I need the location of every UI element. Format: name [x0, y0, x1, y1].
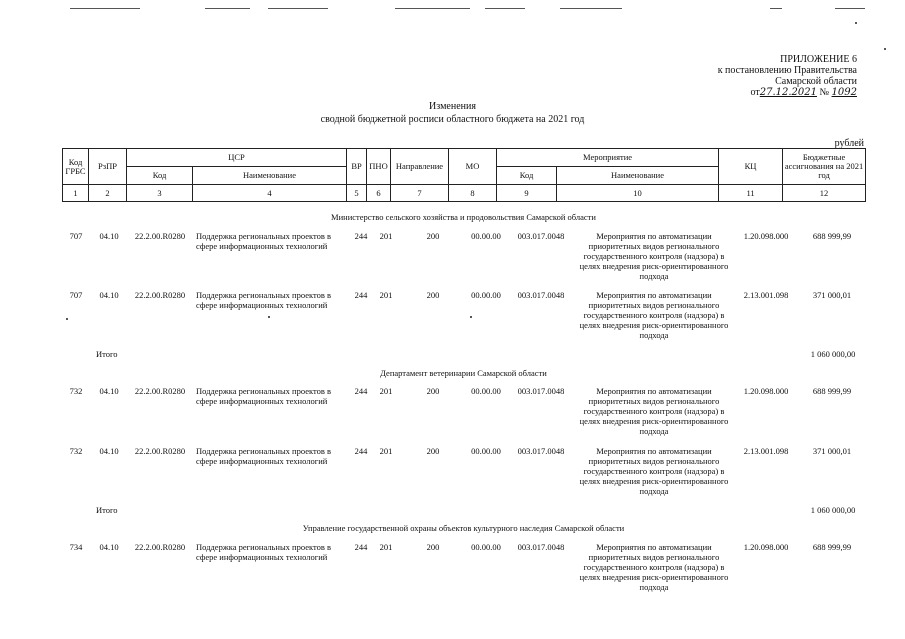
cell-rzpr: 04.10 — [99, 542, 119, 552]
scan-artifact-line — [268, 8, 328, 9]
scan-artifact-line — [70, 8, 140, 9]
scan-artifact-line — [485, 8, 525, 9]
column-number: 7 — [391, 185, 449, 202]
cell-rzpr: 04.10 — [99, 231, 119, 241]
scan-artifact-line — [560, 8, 622, 9]
date-prefix: от — [750, 87, 760, 98]
cell-mo: 00.00.00 — [471, 231, 501, 241]
column-number: 10 — [557, 185, 719, 202]
table-row — [62, 542, 865, 612]
cell-vr: 244 — [354, 231, 368, 241]
cell-kc: 2.13.001.098 — [743, 446, 789, 456]
cell-event-name: Мероприятия по автоматизации приоритетных видов регионального государственного контроля (надзора) в целях внедрения риск-ориентированного подхода — [579, 386, 729, 436]
cell-event-name: Мероприятия по автоматизации приоритетных видов регионального государственного контроля (надзора) в целях внедрения риск-ориентированного подхода — [579, 290, 729, 340]
cell-mo: 00.00.00 — [471, 386, 501, 396]
cell-direction: 200 — [426, 231, 440, 241]
column-number: 6 — [367, 185, 391, 202]
header-table — [62, 148, 866, 202]
header-kod-grbs: Код ГРБС — [63, 149, 89, 185]
cell-kod: 734 — [69, 542, 83, 552]
total-sum: 1 060 000,00 — [810, 505, 856, 515]
appendix-region: Самарской области — [775, 76, 857, 87]
cell-vr: 244 — [354, 290, 368, 300]
header-budget: Бюджетные ассигнования на 2021 год — [783, 149, 866, 185]
cell-name: Поддержка региональных проектов в сфере информационных технологий — [196, 386, 331, 406]
cell-vr: 244 — [354, 386, 368, 396]
scan-speck — [855, 22, 857, 24]
appendix-title: ПРИЛОЖЕНИЕ 6 — [780, 54, 857, 65]
cell-sum: 371 000,01 — [812, 290, 852, 300]
column-number: 12 — [783, 185, 866, 202]
cell-event-name: Мероприятия по автоматизации приоритетных видов регионального государственного контроля (надзора) в целях внедрения риск-ориентированного подхода — [579, 231, 729, 281]
cell-kod: 732 — [69, 446, 83, 456]
total-sum: 1 060 000,00 — [810, 349, 856, 359]
cell-kc: 2.13.001.098 — [743, 290, 789, 300]
cell-event-name: Мероприятия по автоматизации приоритетных видов регионального государственного контроля (надзора) в целях внедрения риск-ориентированного подхода — [579, 542, 729, 592]
cell-pno: 201 — [379, 386, 393, 396]
header-mo: МО — [449, 149, 497, 185]
cell-rzpr: 04.10 — [99, 386, 119, 396]
cell-pno: 201 — [379, 446, 393, 456]
header-kc: КЦ — [719, 149, 783, 185]
header-pno: ПНО — [367, 149, 391, 185]
scan-speck — [470, 316, 472, 318]
cell-event-kod: 003.017.0048 — [517, 290, 565, 300]
table-row — [62, 446, 865, 516]
header-direction: Направление — [391, 149, 449, 185]
cell-csr: 22.2.00.R0280 — [134, 231, 186, 241]
cell-name: Поддержка региональных проектов в сфере информационных технологий — [196, 446, 331, 466]
cell-vr: 244 — [354, 542, 368, 552]
appendix-reference: к постановлению Правительства — [717, 65, 857, 76]
units-label: рублей — [834, 138, 864, 149]
header-csr-name: Наименование — [193, 167, 347, 185]
cell-sum: 688 999,99 — [812, 542, 852, 552]
cell-event-kod: 003.017.0048 — [517, 542, 565, 552]
section-title: Министерство сельского хозяйства и продовольствия Самарской области — [331, 212, 596, 222]
cell-csr: 22.2.00.R0280 — [134, 542, 186, 552]
header-csr: ЦСР — [127, 149, 347, 167]
header-event-kod: Код — [497, 167, 557, 185]
scan-artifact-line — [205, 8, 250, 9]
scan-speck — [268, 316, 270, 318]
cell-sum: 688 999,99 — [812, 231, 852, 241]
cell-kod: 707 — [69, 231, 83, 241]
cell-kod: 732 — [69, 386, 83, 396]
total-label: Итого — [96, 505, 118, 515]
scan-artifact-line — [835, 8, 865, 9]
table-row — [62, 290, 865, 360]
column-number: 2 — [89, 185, 127, 202]
cell-event-kod: 003.017.0048 — [517, 446, 565, 456]
cell-sum: 371 000,01 — [812, 446, 852, 456]
header-event-name: Наименование — [557, 167, 719, 185]
cell-direction: 200 — [426, 542, 440, 552]
column-number: 1 — [63, 185, 89, 202]
cell-name: Поддержка региональных проектов в сфере информационных технологий — [196, 542, 331, 562]
header-event: Мероприятие — [497, 149, 719, 167]
cell-mo: 00.00.00 — [471, 290, 501, 300]
column-number: 11 — [719, 185, 783, 202]
cell-kc: 1.20.098.000 — [743, 542, 789, 552]
cell-rzpr: 04.10 — [99, 446, 119, 456]
section-title: Управление государственной охраны объектов культурного наследия Самарской области — [302, 523, 625, 533]
appendix-date-line — [718, 87, 857, 98]
cell-name: Поддержка региональных проектов в сфере информационных технологий — [196, 231, 331, 251]
document-subtitle: сводной бюджетной росписи областного бюджета на 2021 год — [320, 114, 585, 125]
cell-event-name: Мероприятия по автоматизации приоритетных видов регионального государственного контроля (надзора) в целях внедрения риск-ориентированного подхода — [579, 446, 729, 496]
column-number: 8 — [449, 185, 497, 202]
document-title: Изменения — [429, 101, 476, 112]
header-vr: ВР — [347, 149, 367, 185]
scan-speck — [884, 48, 886, 50]
cell-kc: 1.20.098.000 — [743, 231, 789, 241]
header-rzpr: РзПР — [89, 149, 127, 185]
appendix-block — [718, 54, 857, 98]
scan-speck — [66, 318, 68, 320]
column-number: 5 — [347, 185, 367, 202]
total-label: Итого — [96, 349, 118, 359]
cell-event-kod: 003.017.0048 — [517, 231, 565, 241]
cell-pno: 201 — [379, 290, 393, 300]
cell-direction: 200 — [426, 290, 440, 300]
column-number: 4 — [193, 185, 347, 202]
cell-direction: 200 — [426, 386, 440, 396]
date-value: 27.12.2021 — [759, 87, 817, 98]
column-number: 3 — [127, 185, 193, 202]
scan-artifact-line — [395, 8, 470, 9]
column-number: 9 — [497, 185, 557, 202]
cell-mo: 00.00.00 — [471, 542, 501, 552]
cell-rzpr: 04.10 — [99, 290, 119, 300]
cell-mo: 00.00.00 — [471, 446, 501, 456]
cell-csr: 22.2.00.R0280 — [134, 386, 186, 396]
cell-kc: 1.20.098.000 — [743, 386, 789, 396]
cell-name: Поддержка региональных проектов в сфере информационных технологий — [196, 290, 331, 310]
cell-kod: 707 — [69, 290, 83, 300]
header-csr-kod: Код — [127, 167, 193, 185]
scan-artifact-line — [770, 8, 782, 9]
cell-csr: 22.2.00.R0280 — [134, 446, 186, 456]
section-title: Департамент ветеринарии Самарской области — [380, 368, 547, 378]
number-value: 1092 — [831, 87, 857, 98]
header-column-numbers — [63, 185, 866, 202]
cell-event-kod: 003.017.0048 — [517, 386, 565, 396]
number-prefix: № — [819, 87, 830, 98]
cell-direction: 200 — [426, 446, 440, 456]
cell-pno: 201 — [379, 231, 393, 241]
cell-sum: 688 999,99 — [812, 386, 852, 396]
cell-pno: 201 — [379, 542, 393, 552]
cell-vr: 244 — [354, 446, 368, 456]
cell-csr: 22.2.00.R0280 — [134, 290, 186, 300]
